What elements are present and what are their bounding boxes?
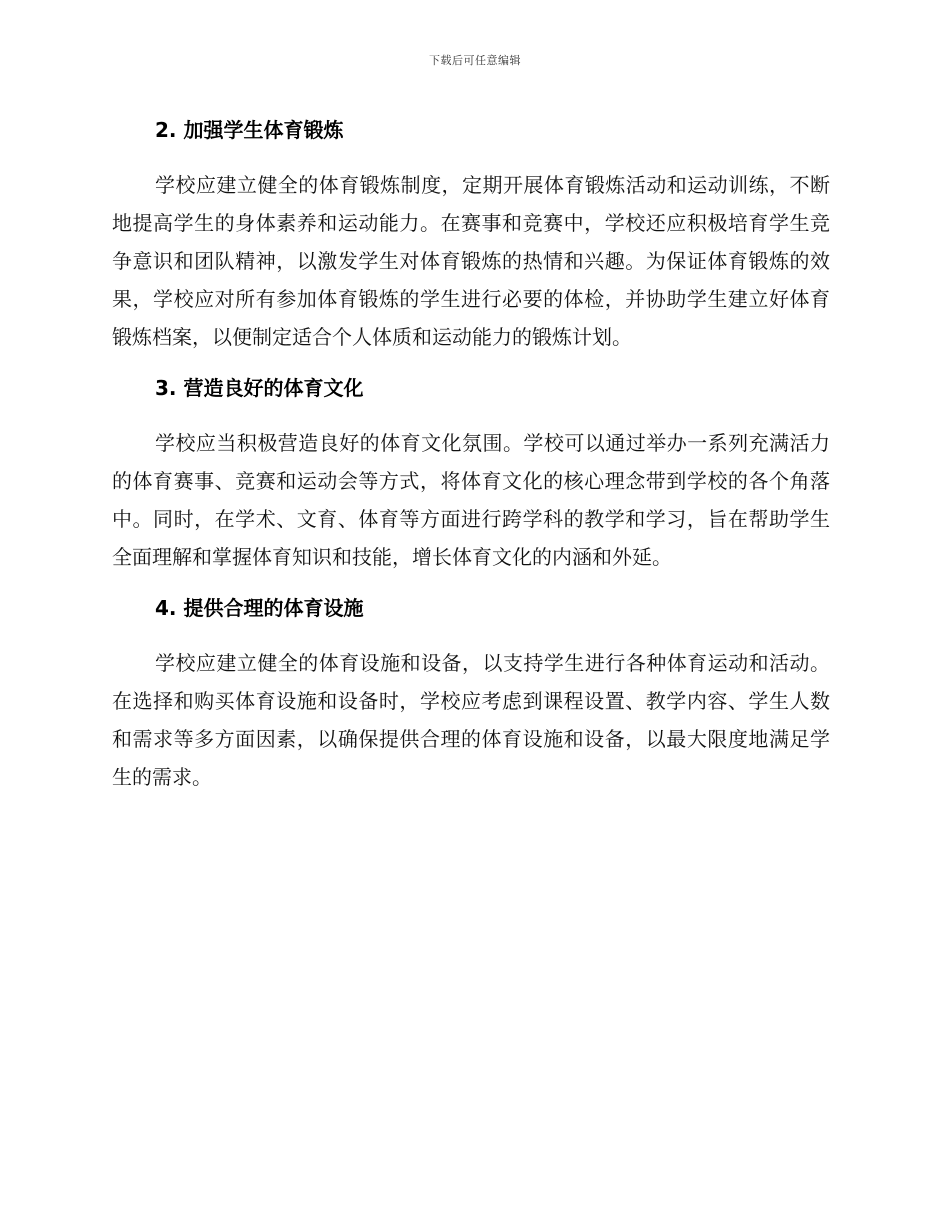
section-strengthen-exercise: [112, 110, 830, 356]
section-paragraph: 学校应建立健全的体育设施和设备，以支持学生进行各种体育运动和活动。在选择和购买体育设施和设备时，学校应考虑到课程设置、教学内容、学生人数和需求等多方面因素，以确保提供合理的体育设施和设备，以最大限度地满足学生的需求。: [112, 651, 830, 789]
section-paragraph: 学校应建立健全的体育锻炼制度，定期开展体育锻炼活动和运动训练，不断地提高学生的身体素养和运动能力。在赛事和竞赛中，学校还应积极培育学生竞争意识和团队精神，以激发学生对体育锻炼的热情和兴趣。为保证体育锻炼的效果，学校应对所有参加体育锻炼的学生进行必要的体检，并协助学生建立好体育锻炼档案，以便制定适合个人体质和运动能力的锻炼计划。: [112, 173, 830, 349]
document-body: [112, 110, 830, 808]
section-sports-facilities: [112, 588, 830, 796]
section-sports-culture: [112, 368, 830, 576]
section-paragraph: 学校应当积极营造良好的体育文化氛围。学校可以通过举办一系列充满活力的体育赛事、竞赛和运动会等方式，将体育文化的核心理念带到学校的各个角落中。同时，在学术、文育、体育等方面进行跨学科的教学和学习，旨在帮助学生全面理解和掌握体育知识和技能，增长体育文化的内涵和外延。: [112, 431, 830, 569]
section-heading: 3. 营造良好的体育文化: [155, 376, 364, 400]
page-header: 下载后可任意编辑: [429, 54, 521, 67]
section-heading: 2. 加强学生体育锻炼: [155, 118, 344, 142]
section-heading: 4. 提供合理的体育设施: [155, 596, 364, 620]
